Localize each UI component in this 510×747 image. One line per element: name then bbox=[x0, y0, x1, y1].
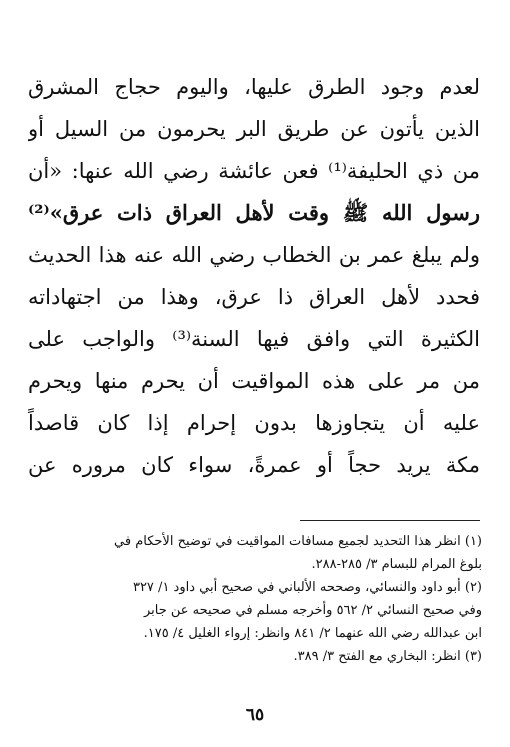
footnote-line: (٢) أبو داود والنسائي، وصححه الألباني في صحيح أبي داود ١/ ٣٢٧ bbox=[132, 580, 482, 595]
footnote-line: (٣) انظر: البخاري مع الفتح ٣/ ٣٨٩. bbox=[293, 649, 482, 664]
footnote-divider bbox=[300, 520, 480, 521]
text-line: لعدم وجود الطرق عليها، واليوم حجاج المشرق bbox=[28, 75, 480, 99]
main-text bbox=[28, 66, 480, 486]
footnote-line: (١) انظر هذا التحديد لجميع مسافات المواقيت في توضيح الأحكام في bbox=[114, 534, 482, 549]
footnote-line: وفي صحيح النسائي ٢/ ٥٦٢ وأخرجه مسلم في صحيحه عن جابر bbox=[143, 603, 482, 618]
text-line: ولم يبلغ عمر بن الخطاب رضي الله عنه هذا الحديث bbox=[28, 243, 480, 267]
footnote-line: بلوغ المرام للبسام ٣/ ٢٨٥-٢٨٨. bbox=[311, 557, 482, 572]
text-line: من ذي الحليفة⁽¹⁾ فعن عائشة رضي الله عنها: «أن bbox=[28, 159, 480, 183]
footnotes bbox=[28, 530, 482, 668]
hadith-line: رسول الله ﷺ وقت لأهل العراق ذات عرق»⁽²⁾ bbox=[28, 200, 480, 225]
page-number: ٦٥ bbox=[245, 705, 265, 725]
text-line: الكثيرة التي وافق فيها السنة⁽³⁾ والواجب على bbox=[28, 327, 480, 351]
text-line: مكة يريد حجاً أو عمرةً، سواء كان مروره عن bbox=[28, 453, 480, 477]
footnote-line: ابن عبدالله رضي الله عنهما ٢/ ٨٤١ وانظر: إرواء الغليل ٤/ ١٧٥. bbox=[143, 626, 482, 641]
text-line: فحدد لأهل العراق ذا عرق، وهذا من اجتهاداته bbox=[28, 285, 480, 309]
text-line: عليه أن يتجاوزها بدون إحرام إذا كان قاصداً bbox=[28, 411, 480, 435]
text-line: الذين يأتون عن طريق البر يحرمون من السيل أو bbox=[28, 117, 480, 141]
text-line: من مر على هذه المواقيت أن يحرم منها ويحرم bbox=[28, 369, 480, 393]
